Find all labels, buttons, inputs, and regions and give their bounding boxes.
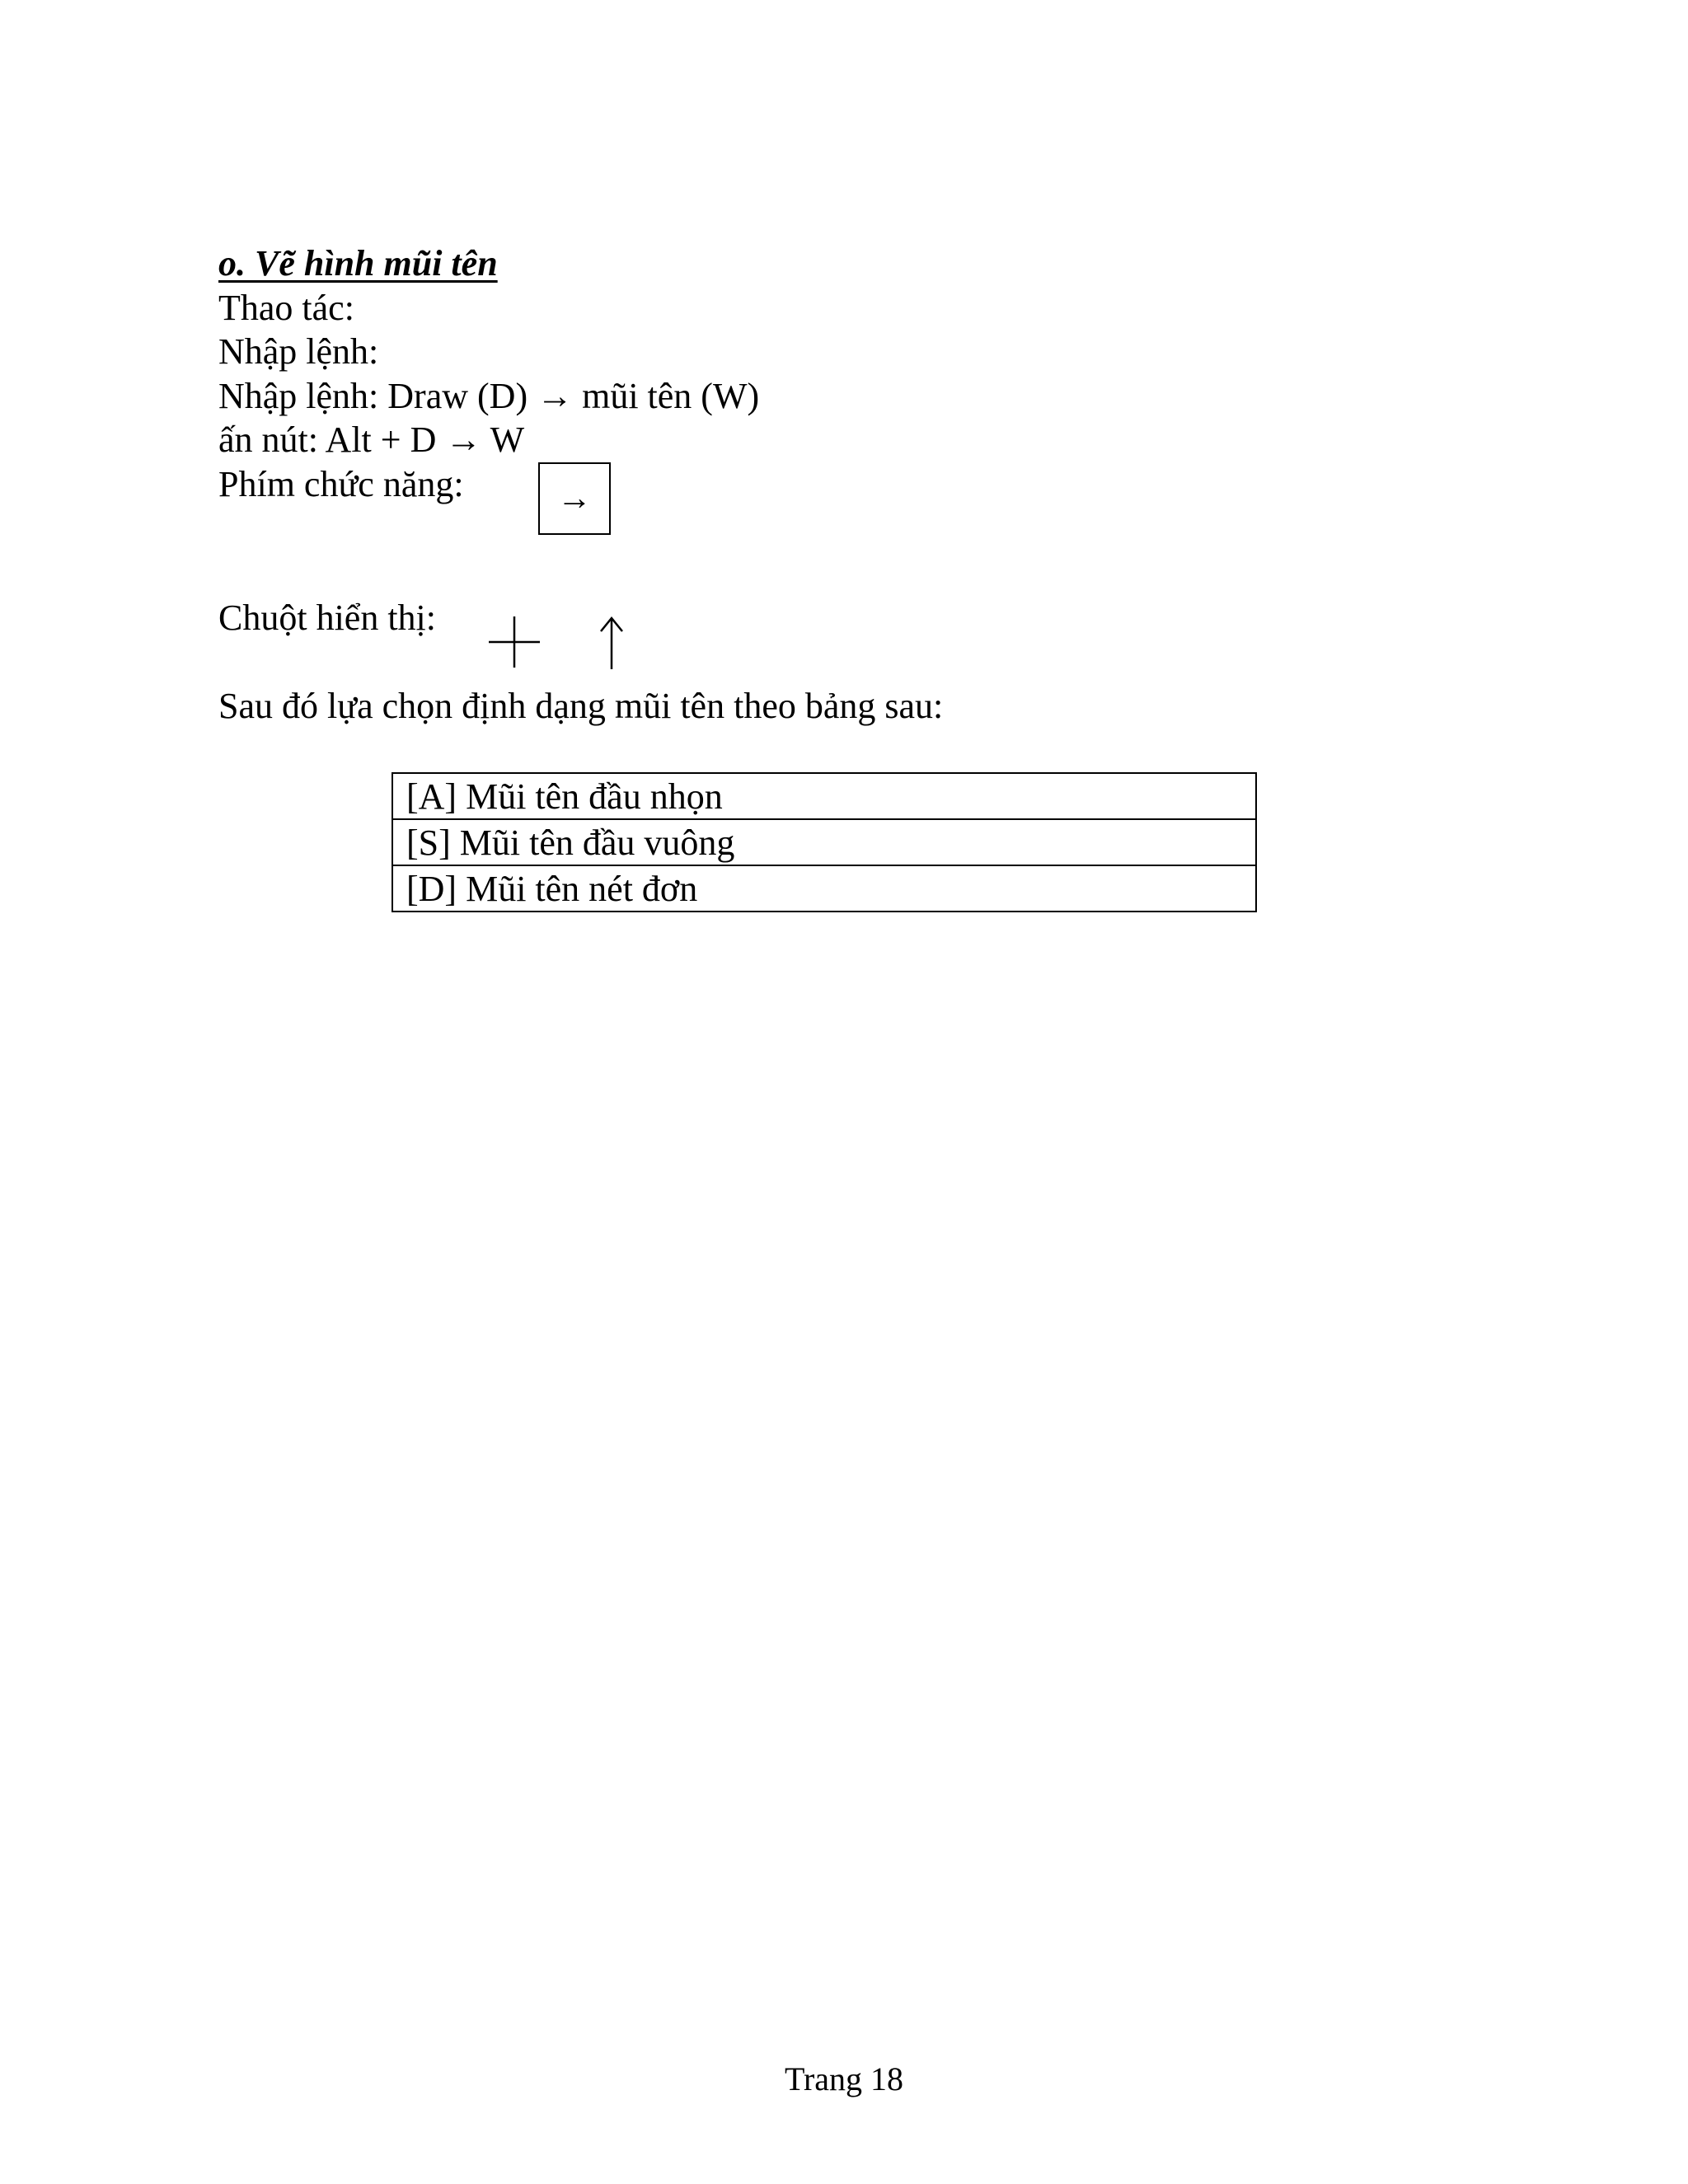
- table-row: [392, 865, 1256, 912]
- arrow-up-icon: [598, 615, 626, 669]
- arrow-format-table: [392, 772, 1257, 912]
- option-cell: [A] Mũi tên đầu nhọn: [392, 773, 1256, 819]
- function-key-box: [538, 462, 611, 535]
- instruction-line: Sau đó lựa chọn định dạng mũi tên theo bảng sau:: [218, 686, 944, 726]
- section-heading: o. Vẽ hình mũi tên: [218, 243, 498, 284]
- nhap-lenh-draw-line: Nhập lệnh: Draw (D) → mũi tên (W): [218, 376, 760, 416]
- table-row: [392, 819, 1256, 865]
- option-cell: [S] Mũi tên đầu vuông: [392, 819, 1256, 865]
- right-arrow-icon: →: [557, 480, 592, 518]
- chuot-hien-thi-label: Chuột hiển thị:: [218, 598, 436, 638]
- an-nut-line: ấn nút: Alt + D → W: [218, 419, 525, 460]
- nhap-lenh-label: Nhập lệnh:: [218, 331, 379, 372]
- table-row: [392, 773, 1256, 819]
- page-number: Trang 18: [784, 2060, 904, 2097]
- option-cell: [D] Mũi tên nét đơn: [392, 865, 1256, 912]
- crosshair-icon: [489, 616, 540, 668]
- phim-chuc-nang-label: Phím chức năng:: [218, 464, 464, 504]
- thao-tac-label: Thao tác:: [218, 288, 354, 328]
